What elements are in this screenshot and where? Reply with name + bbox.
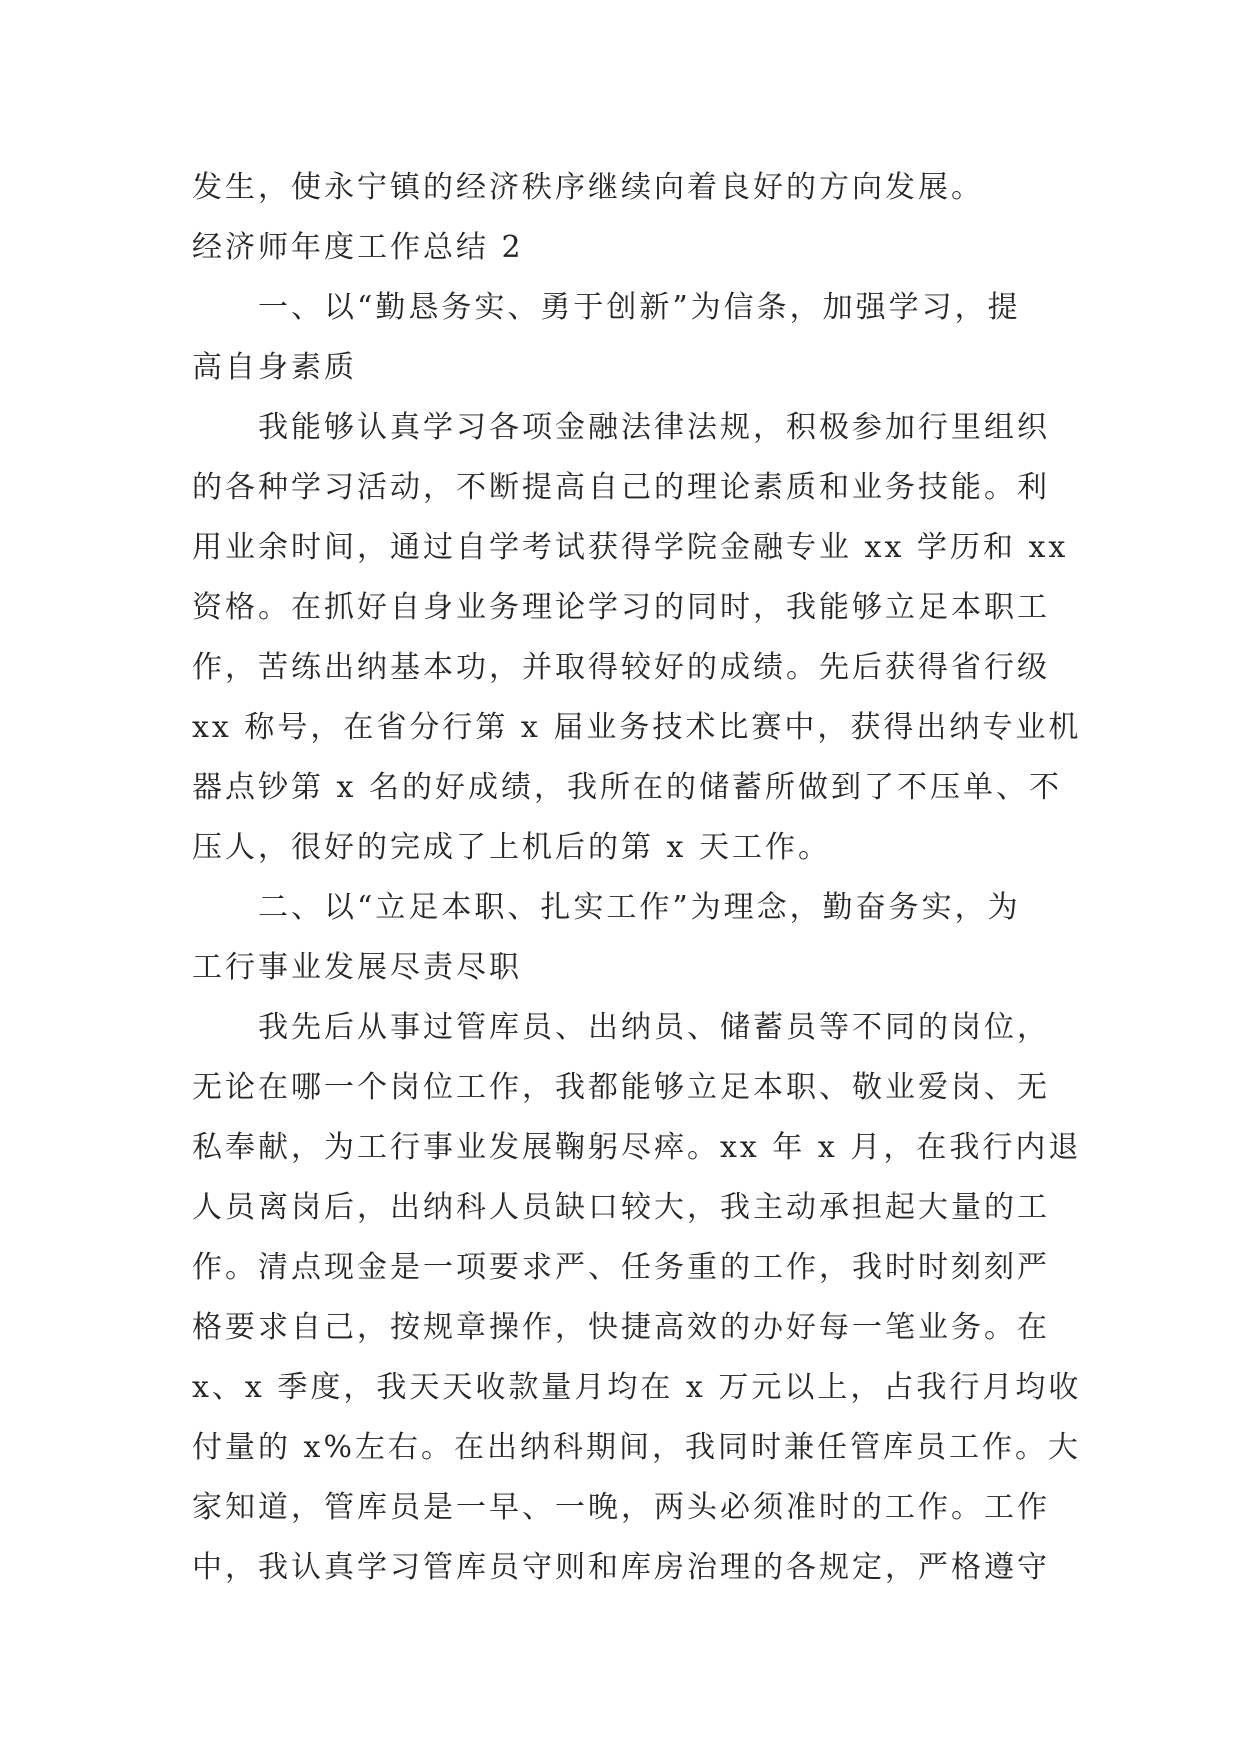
section-heading: 经济师年度工作总结 2 [192, 230, 524, 265]
paragraph-line: 我能够认真学习各项金融法律法规，积极参加行里组织 [258, 410, 1050, 445]
subheading-line: 高自身素质 [192, 350, 357, 385]
subheading-line: 一、以“勤恳务实、勇于创新”为信条，加强学习，提 [258, 290, 1021, 325]
paragraph-line: 作，苦练出纳基本功，并取得较好的成绩。先后获得省行级 [192, 650, 1050, 685]
paragraph-line: 私奉献，为工行事业发展鞠躬尽瘁。xx 年 x 月，在我行内退 [192, 1130, 1082, 1165]
paragraph-line: 压人，很好的完成了上机后的第 x 天工作。 [192, 830, 831, 865]
paragraph-line: 无论在哪一个岗位工作，我都能够立足本职、敬业爱岗、无 [192, 1070, 1050, 1105]
subheading-line: 二、以“立足本职、扎实工作”为理念，勤奋务实，为 [258, 890, 1021, 925]
paragraph-line: 格要求自己，按规章操作，快捷高效的办好每一笔业务。在 [192, 1310, 1050, 1345]
subheading-line: 工行事业发展尽责尽职 [192, 950, 522, 985]
paragraph-line: 的各种学习活动，不断提高自己的理论素质和业务技能。利 [192, 470, 1050, 505]
paragraph-line: 人员离岗后，出纳科人员缺口较大，我主动承担起大量的工 [192, 1190, 1050, 1225]
paragraph-line: 器点钞第 x 名的好成绩，我所在的储蓄所做到了不压单、不 [192, 770, 1062, 805]
paragraph-line: x、x 季度，我天天收款量月均在 x 万元以上，占我行月均收 [192, 1370, 1082, 1405]
paragraph-line: xx 称号，在省分行第 x 届业务技术比赛中，获得出纳专业机 [192, 710, 1082, 745]
paragraph-line: 中，我认真学习管库员守则和库房治理的各规定，严格遵守 [192, 1550, 1050, 1585]
paragraph-line: 用业余时间，通过自学考试获得学院金融专业 xx 学历和 xx [192, 530, 1069, 565]
paragraph-line: 资格。在抓好自身业务理论学习的同时，我能够立足本职工 [192, 590, 1050, 625]
paragraph-line: 家知道，管库员是一早、一晚，两头必须准时的工作。工作 [192, 1490, 1050, 1525]
paragraph-line: 作。清点现金是一项要求严、任务重的工作，我时时刻刻严 [192, 1250, 1050, 1285]
paragraph-line: 付量的 x%左右。在出纳科期间，我同时兼任管库员工作。大 [192, 1430, 1081, 1465]
text-line: 发生，使永宁镇的经济秩序继续向着良好的方向发展。 [192, 170, 984, 205]
paragraph-line: 我先后从事过管库员、出纳员、储蓄员等不同的岗位， [258, 1010, 1050, 1045]
